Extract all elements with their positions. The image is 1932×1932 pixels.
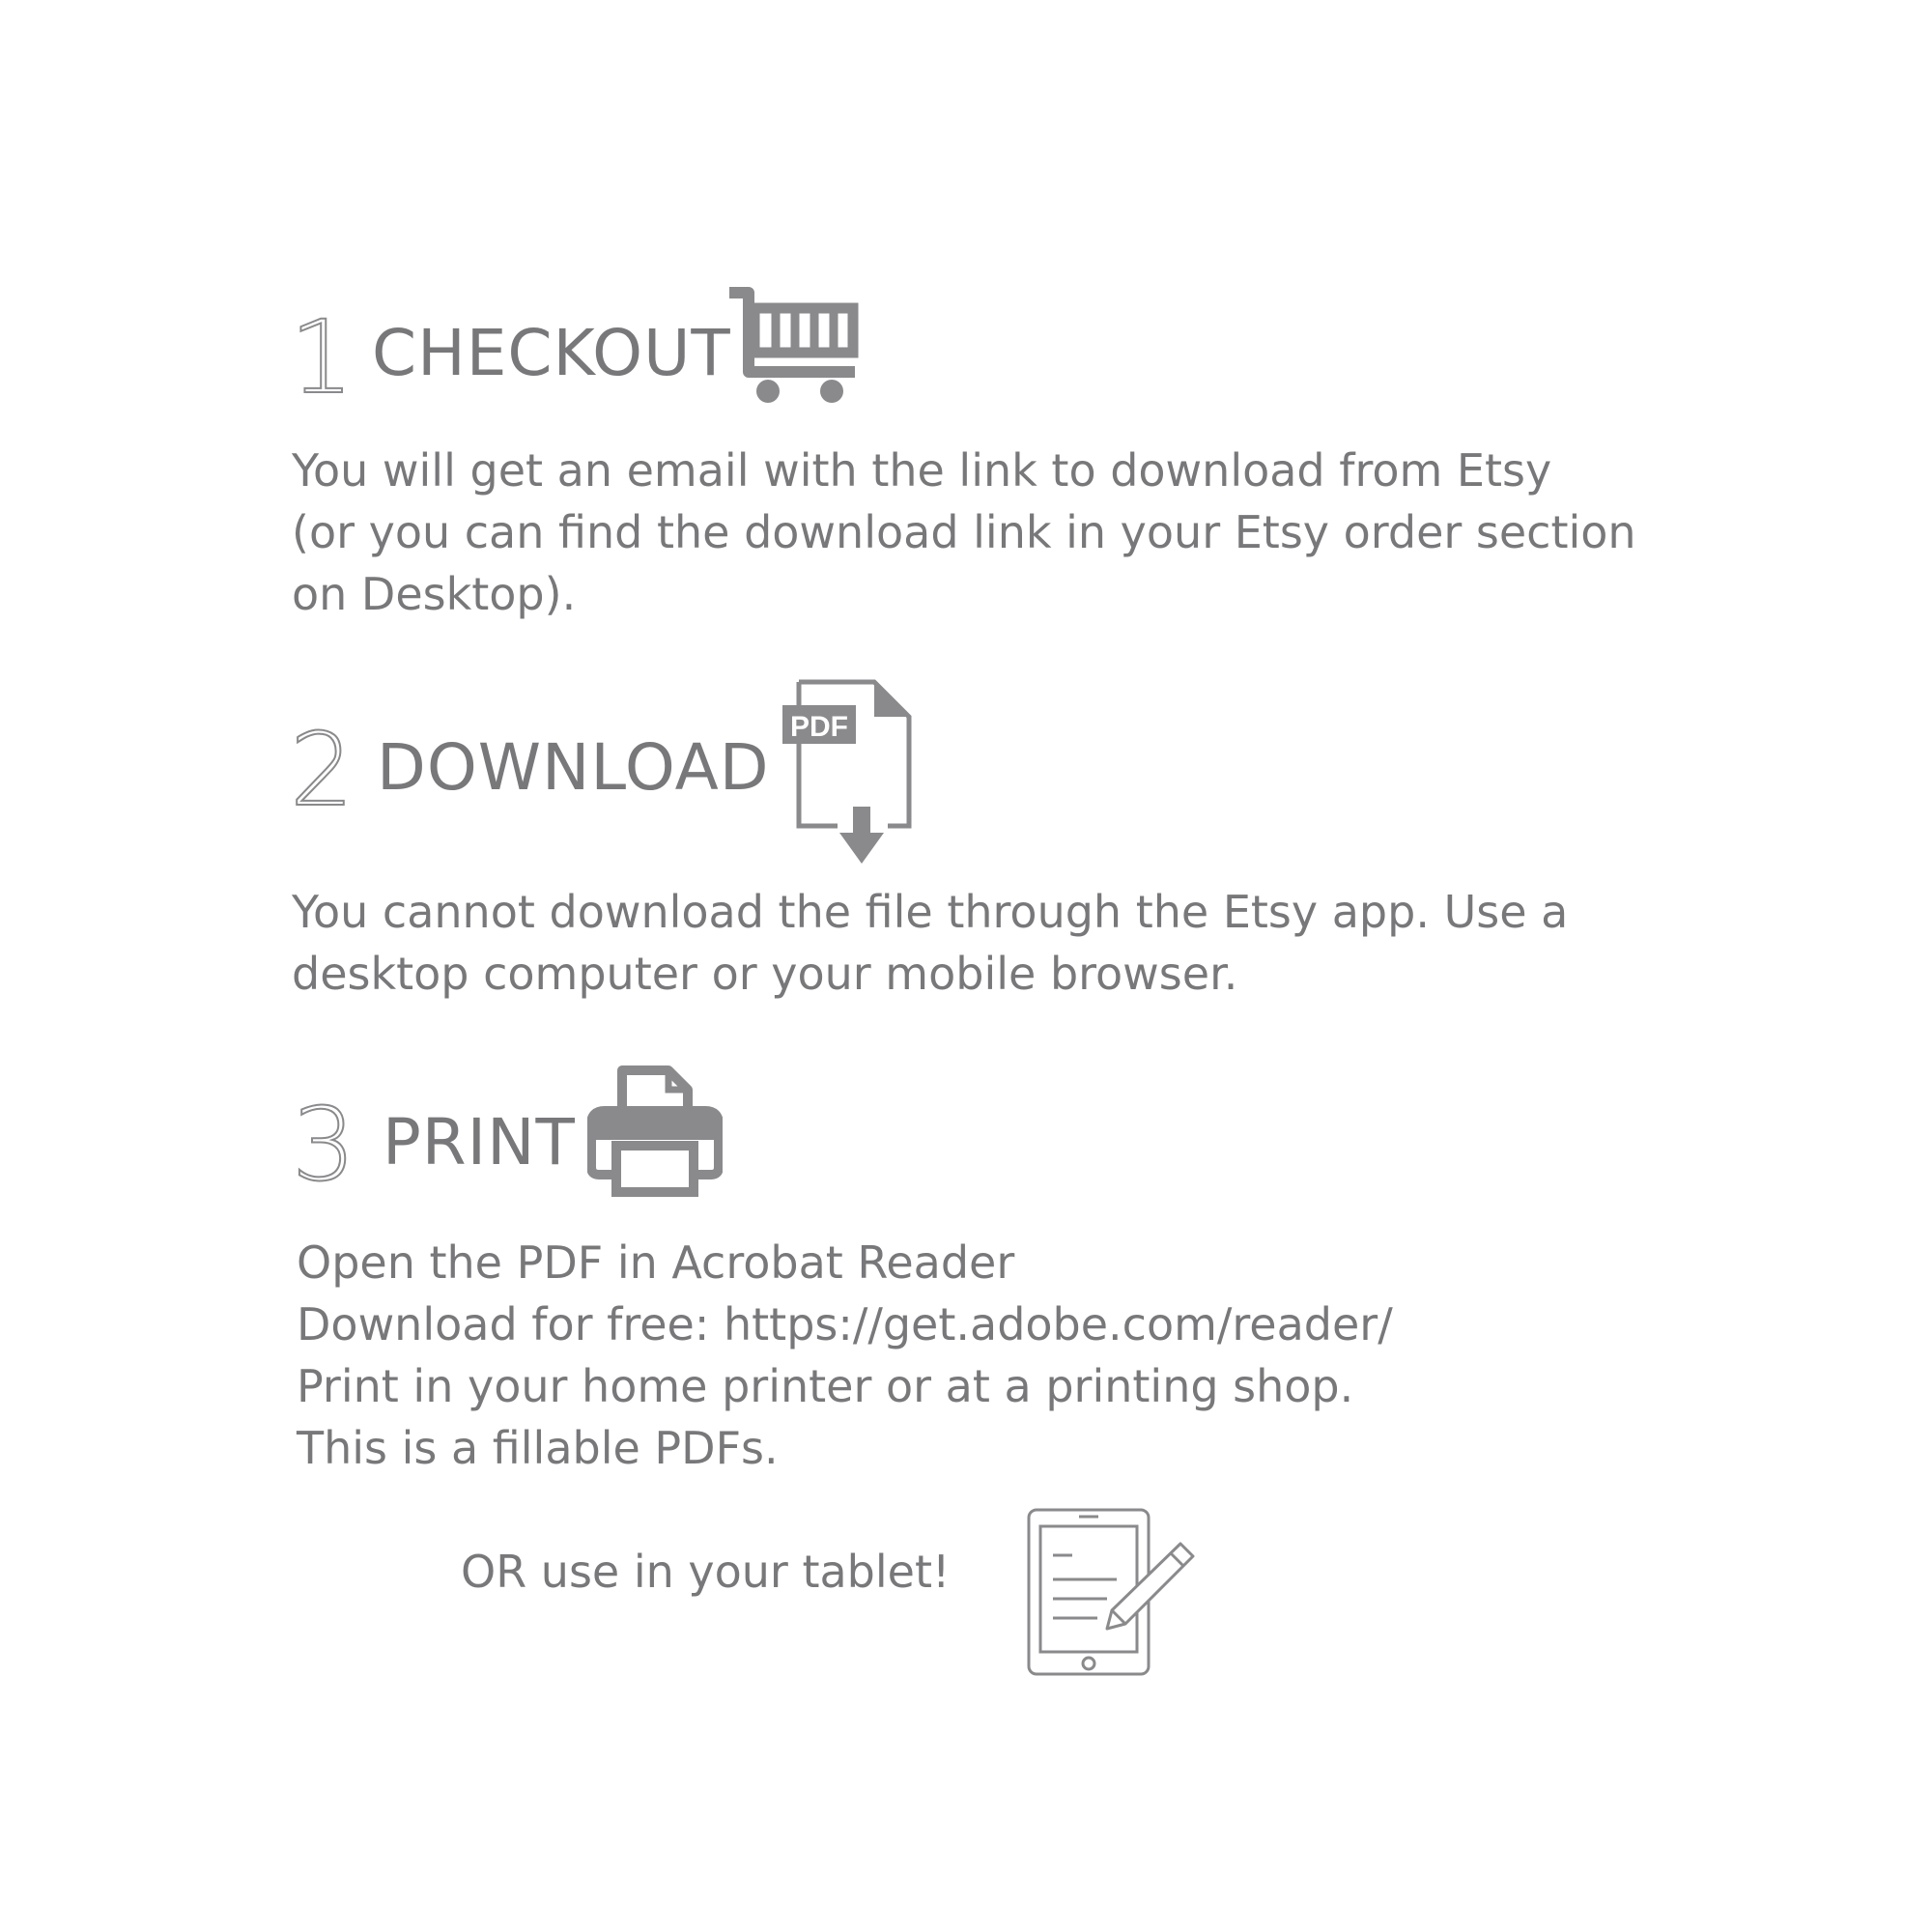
step-3-title: PRINT [383, 1105, 576, 1179]
step-2-line-1: You cannot download the file through the Etsy app. Use a [292, 886, 1569, 938]
step-2-title: DOWNLOAD [377, 730, 770, 805]
step-1-line-2: (or you can find the download link in your Etsy order section [292, 506, 1636, 558]
step-1-title: CHECKOUT [372, 316, 731, 390]
step-2-number: 2 [290, 711, 355, 829]
step-2-line-2: desktop computer or your mobile browser. [292, 948, 1238, 1000]
step-3-description [297, 1232, 1393, 1479]
step-1-number: 1 [290, 298, 355, 416]
printer-icon [587, 1063, 723, 1198]
pdf-label: PDF [790, 711, 848, 743]
step-3-number: 3 [292, 1086, 356, 1204]
tablet-note: OR use in your tablet! [461, 1546, 951, 1598]
step-1-line-1: You will get an email with the link to download from Etsy [292, 444, 1552, 497]
step-3-line-2: Download for free: https://get.adobe.com/reader/ [297, 1298, 1393, 1350]
step-1-line-3: on Desktop). [292, 568, 577, 620]
step-3-line-1: Open the PDF in Acrobat Reader [297, 1236, 1015, 1289]
step-2-description [292, 881, 1568, 1005]
step-3-line-3: Print in your home printer or at a printing shop. [297, 1360, 1354, 1412]
step-1-description [292, 440, 1636, 625]
step-3-line-4: This is a fillable PDFs. [297, 1422, 779, 1474]
cart-icon [727, 285, 863, 406]
pdf-download-icon [778, 676, 915, 869]
tablet-pencil-icon [1026, 1507, 1200, 1679]
